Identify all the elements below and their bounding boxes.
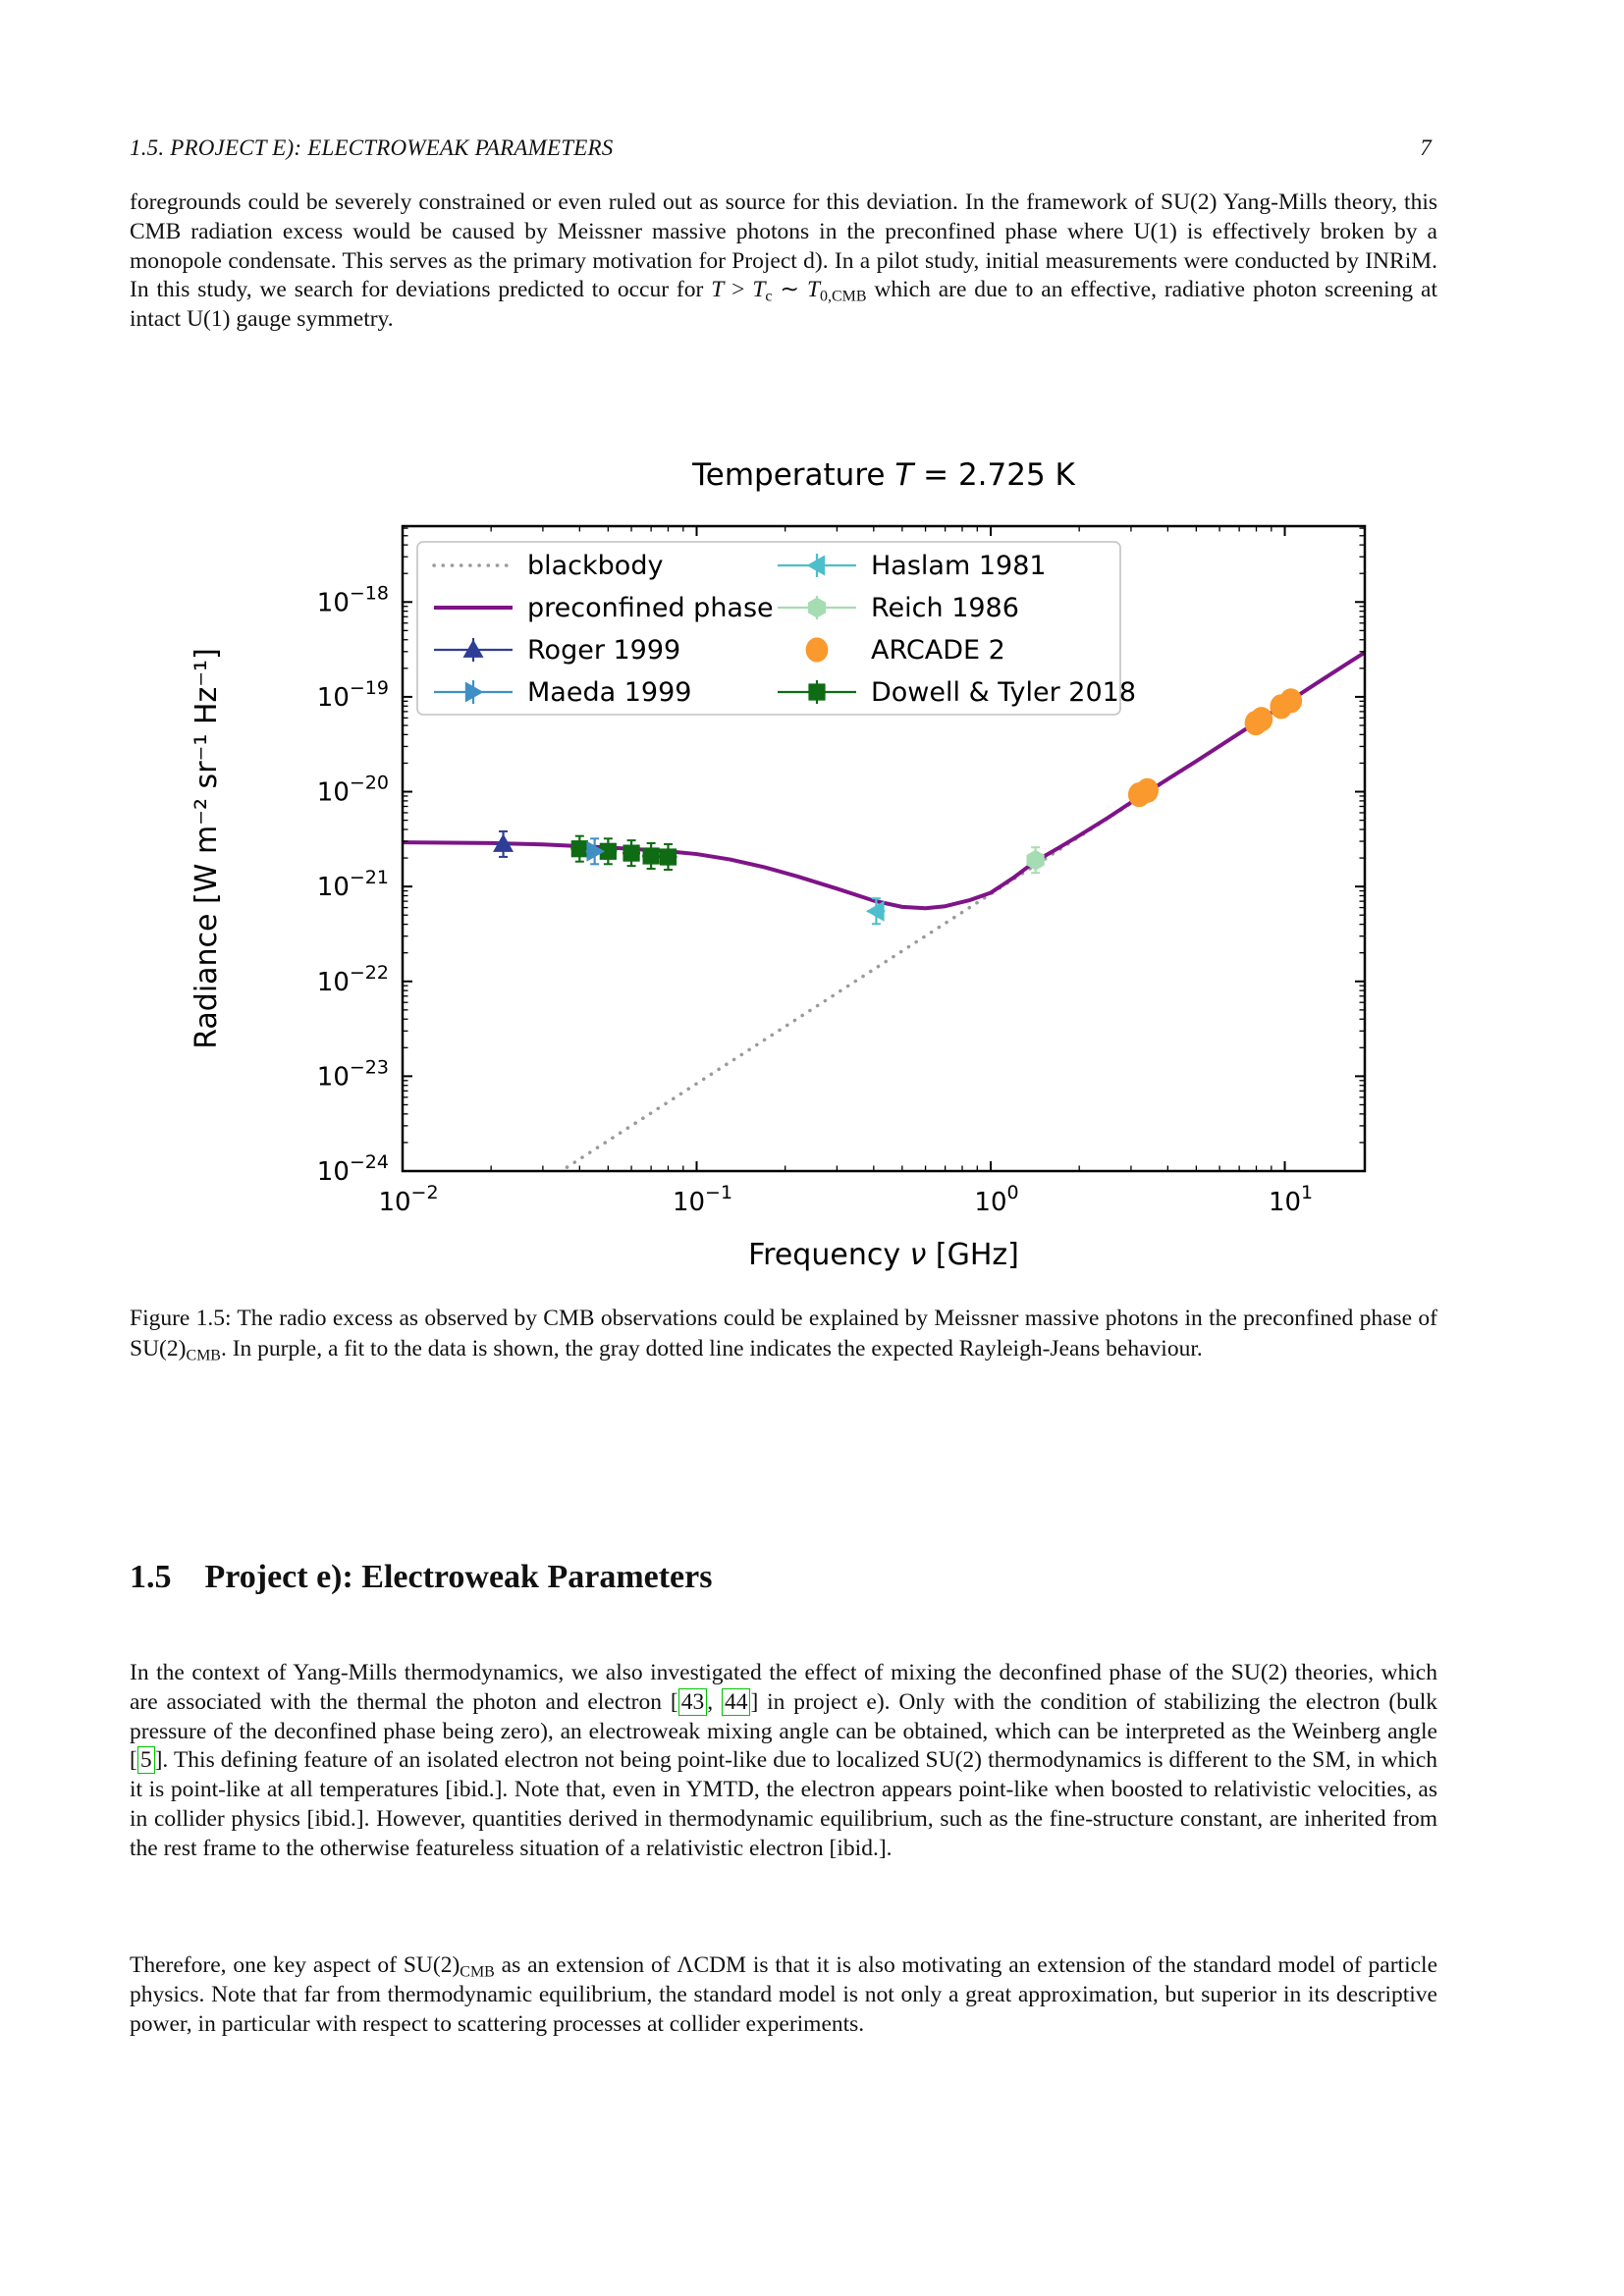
legend (417, 542, 1136, 715)
series-roger-1999 (493, 831, 514, 857)
caption-text: . In purple, a fit to the data is shown, the gray dotted line indicates the expected Rayleigh-Jeans behaviour. (220, 1336, 1203, 1362)
series-haslam-1981 (866, 898, 886, 924)
paragraph-text: Therefore, one key aspect of SU(2) (130, 1952, 460, 1978)
paragraph-text: ] in project e). Only with the condition of stabilizing the electron (bulk pressure of the deconfined phase being zero), an electroweak mixing angle can be obtained, which can be interpreted as the Weinberg angle [ (130, 1688, 1438, 1774)
citation-43-link[interactable]: 43 (678, 1688, 708, 1716)
sub-cmb: CMB (460, 1963, 495, 1981)
legend-entry-maeda-1999 (434, 677, 691, 708)
plot-area (403, 651, 1367, 1216)
svg-text:10−24: $10^{-24}$ (316, 1151, 389, 1187)
math-T: T (711, 277, 725, 303)
x-axis-label: Frequency ν [GHz] (748, 1238, 1019, 1272)
caption-sub-cmb: CMB (186, 1347, 221, 1364)
legend-label: Maeda 1999 (527, 677, 692, 708)
paragraph-text: as an extension of ΛCDM is that it is also motivating an extension of the standard model of particle physics. Note that far from thermodynamic equilibrium, the standard model is not only a great approximation, but superior in its descriptive power, in particular with respect to scattering processes at collider experiments. (130, 1952, 1437, 2037)
legend-label: Roger 1999 (527, 635, 681, 666)
paragraph-conclusion (130, 1951, 1437, 2039)
legend-label: Reich 1986 (871, 593, 1019, 623)
legend-label: blackbody (527, 551, 664, 581)
svg-text:10−2: $10^{-2}$ (378, 1182, 439, 1217)
svg-text:10−1: $10^{-1}$ (672, 1182, 733, 1217)
svg-text:101: $10^1$ (1268, 1182, 1314, 1217)
legend-label: ARCADE 2 (871, 635, 1005, 666)
math-sub-0cmb: 0,CMB (820, 288, 867, 305)
svg-text:100: $10^0$ (974, 1182, 1019, 1217)
svg-text:10−19: $10^{-19}$ (316, 676, 389, 713)
citation-5-link[interactable]: 5 (137, 1746, 155, 1774)
math-sub-c: c (765, 288, 773, 305)
legend-label: preconfined phase (527, 593, 774, 623)
svg-text:10−21: $10^{-21}$ (316, 867, 389, 903)
paragraph-text: which are due to an effective, radiative photon screening at intact U(1) gauge symmetry. (130, 277, 1437, 333)
figure-caption (130, 1304, 1437, 1365)
radiance-frequency-chart (177, 432, 1453, 1296)
citation-44-link[interactable]: 44 (722, 1688, 751, 1716)
section-number: 1.5 (130, 1559, 172, 1595)
paragraph-electroweak (130, 1659, 1437, 1864)
paragraph-intro (130, 188, 1437, 335)
legend-label: Dowell & Tyler 2018 (871, 677, 1136, 708)
legend-label: Haslam 1981 (871, 551, 1047, 581)
running-header (130, 135, 1432, 161)
section-heading (130, 1559, 1437, 1596)
page-number: 7 (1420, 135, 1432, 160)
svg-text:10−23: $10^{-23}$ (316, 1056, 389, 1093)
caption-text: Figure 1.5: The radio excess as observed by CMB observations could be explained by Meissner massive photons in the preconfined phase of SU(2) (130, 1306, 1437, 1362)
section-title: Project e): Electroweak Parameters (204, 1559, 713, 1595)
paragraph-text: foregrounds could be severely constrained or even ruled out as source for this deviation. In the framework of SU(2) Yang-Mills theory, this CMB radiation excess would be caused by Meissner massive photons in the preconfined phase where U(1) is effectively broken by a monopole condensate. This serves as the primary motivation for Project d). In a pilot study, initial measurements were conducted by INRiM. In this study, we search for deviations predicted to occur for (130, 189, 1437, 303)
math-rel: > (724, 277, 753, 303)
series-maeda-1999 (586, 838, 606, 864)
legend-entry-haslam-1981 (778, 551, 1047, 581)
svg-text:10−18: $10^{-18}$ (316, 582, 389, 618)
math-T: T (752, 277, 766, 303)
y-axis-label: Radiance [W m⁻² sr⁻¹ Hz⁻¹] (189, 648, 224, 1049)
paragraph-text: ]. This defining feature of an isolated electron not being point-like due to localized SU(2) thermodynamics is different to the SM, in which it is point-like at all temperatures [ibid.]. Note that, even in YMTD, the electron appears point-like when boosted to relativistic velocities, as in collider physics [ibid.]. However, quantities derived in thermodynamic equilibrium, such as the fine-structure constant, are inherited from the rest frame to the otherwise featureless situation of a relativistic electron [ibid.]. (130, 1747, 1437, 1861)
svg-text:10−22: $10^{-22}$ (316, 961, 389, 997)
chart-title: Temperature T = 2.725 K (692, 457, 1075, 493)
math-rel: ∼ (772, 277, 807, 303)
paragraph-text: In the context of Yang-Mills thermodynamics, we also investigated the effect of mixing the deconfined phase of the SU(2) theories, which are associated with the thermal the photon and electron [ (130, 1660, 1437, 1715)
running-header-section: 1.5. PROJECT E): ELECTROWEAK PARAMETERS (130, 135, 614, 160)
paragraph-text: , (707, 1688, 722, 1715)
svg-text:10−20: $10^{-20}$ (316, 772, 389, 808)
math-T: T (806, 277, 821, 303)
